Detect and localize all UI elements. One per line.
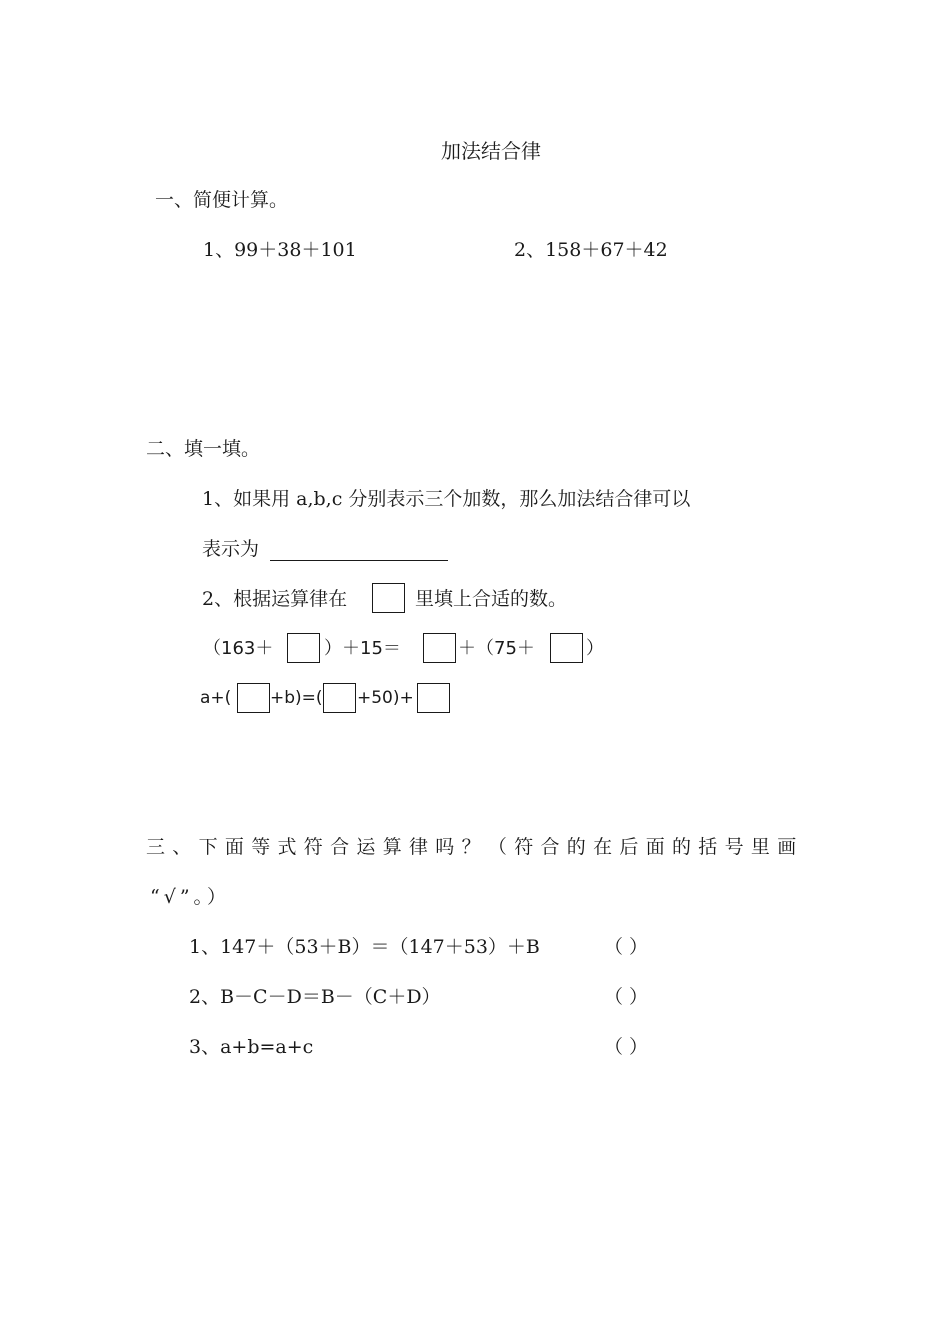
section3-item-1-answer[interactable]: （ ） [604, 936, 649, 958]
eq1-part3: ＋（75＋ [458, 638, 535, 659]
page-title: 加法结合律 [441, 139, 541, 163]
section3-item-1: 1、147＋（53＋B）＝（147＋53）＋B [189, 936, 540, 958]
section3-item-3: 3、a+b=a+c [189, 1036, 314, 1058]
eq1-answer-box-2[interactable] [423, 633, 456, 663]
eq1-part2: ）＋15＝ [324, 638, 401, 659]
section3-heading-line2: “√”。） [150, 886, 231, 908]
section3-item-2: 2、B－C－D＝B－（C＋D） [189, 986, 441, 1008]
section2-question-2-prefix: 2、根据运算律在 [202, 588, 348, 610]
eq2-answer-box-1[interactable] [237, 683, 270, 713]
section2-question-1-line1: 1、如果用 a,b,c 分别表示三个加数，那么加法结合律可以 [202, 488, 691, 510]
section3-item-2-answer[interactable]: （ ） [604, 986, 649, 1008]
eq2-answer-box-2[interactable] [323, 683, 356, 713]
section1-question-1: 1、99＋38＋101 [203, 239, 357, 261]
eq2-part3: +50)+ [357, 688, 414, 708]
section2-heading: 二、填一填。 [146, 438, 261, 460]
eq2-part1: a+( [200, 688, 232, 708]
eq1-answer-box-3[interactable] [550, 633, 583, 663]
section3-item-3-answer[interactable]: （ ） [604, 1036, 649, 1058]
eq1-part1: （163＋ [203, 638, 274, 659]
example-answer-box [372, 583, 405, 613]
eq1-answer-box-1[interactable] [287, 633, 320, 663]
eq1-part4: ） [586, 638, 604, 659]
section1-heading: 一、简便计算。 [155, 189, 289, 211]
eq2-part2: +b)=( [270, 688, 323, 708]
section1-question-2: 2、158＋67＋42 [514, 239, 668, 261]
section3-heading-line1: 三、下面等式符合运算律吗？（符合的在后面的括号里画 [146, 836, 804, 858]
answer-blank-line[interactable] [270, 560, 448, 561]
section2-question-2-suffix: 里填上合适的数。 [415, 588, 568, 610]
section2-question-1-line2: 表示为 [202, 538, 260, 560]
eq2-answer-box-3[interactable] [417, 683, 450, 713]
